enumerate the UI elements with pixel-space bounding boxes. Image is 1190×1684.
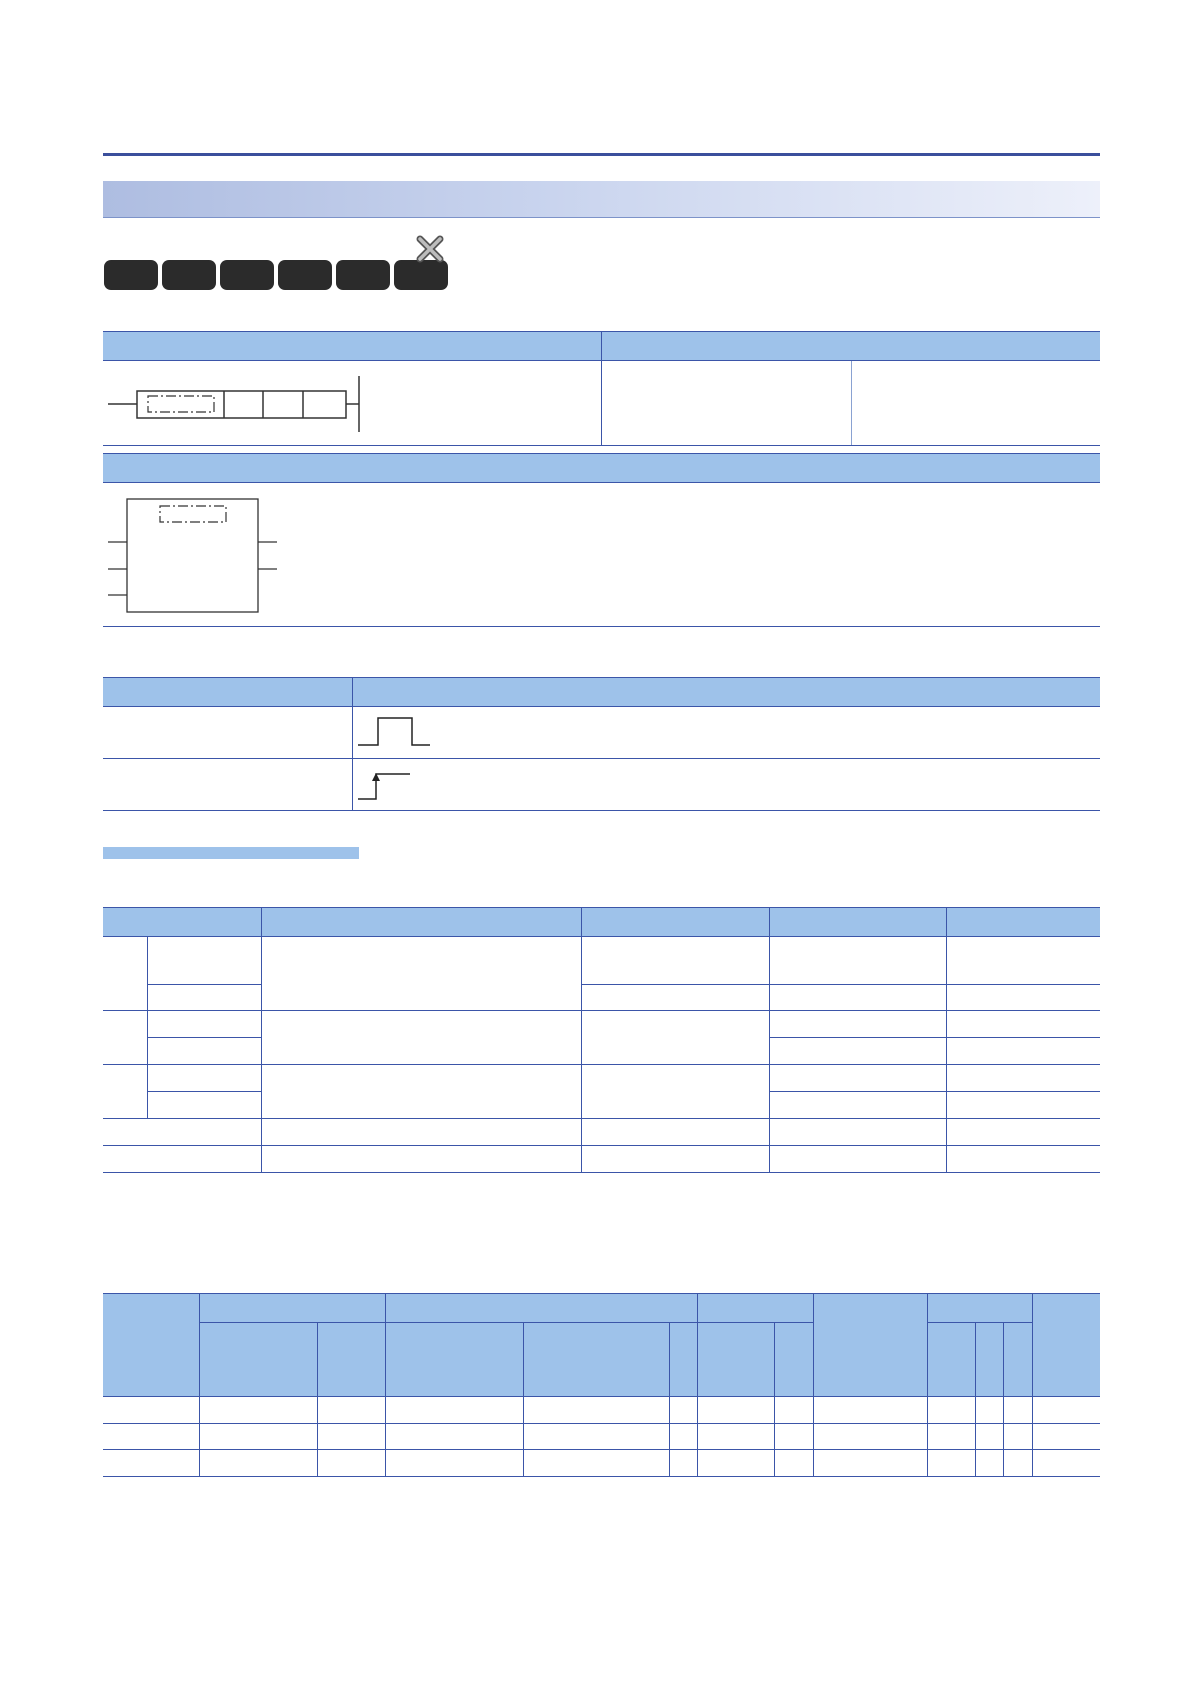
devices-bottom-rule <box>103 1476 1100 1477</box>
operand-row-rule <box>103 1145 1100 1146</box>
close-icon <box>414 233 446 265</box>
devices-subcol-divider <box>975 1322 976 1476</box>
devices-header-subrule <box>927 1322 1032 1323</box>
devices-subcol-divider <box>1003 1322 1004 1476</box>
execution-condition-header <box>103 677 1100 707</box>
operand-table-header <box>103 907 1100 937</box>
execution-condition-row-rule <box>103 758 1100 759</box>
execution-condition-rising-edge-icon <box>356 770 418 802</box>
page-top-rule <box>103 153 1100 156</box>
devices-subcol-divider <box>523 1322 524 1476</box>
cpu-badge-2 <box>162 260 216 290</box>
function-block-icon <box>103 497 283 617</box>
ladder-st-divider <box>601 331 602 445</box>
devices-subcol-divider <box>774 1322 775 1476</box>
operand-col-divider-2 <box>581 907 582 1173</box>
execution-condition-bottom-rule <box>103 810 1100 811</box>
ladder-instruction-icon <box>103 376 373 436</box>
devices-header-subrule <box>199 1322 813 1323</box>
operand-row-rule <box>147 1037 261 1038</box>
devices-table-header <box>103 1293 1100 1397</box>
operand-row-rule <box>103 1118 1100 1119</box>
operand-row-rule <box>103 1010 1100 1011</box>
operand-row-rule <box>147 1091 261 1092</box>
operand-row-rule <box>769 1037 1100 1038</box>
devices-subcol-divider <box>669 1322 670 1476</box>
operand-row-rule <box>147 984 261 985</box>
cpu-badge-4 <box>278 260 332 290</box>
operand-bottom-rule <box>103 1172 1100 1173</box>
execution-condition-on-icon <box>356 714 432 748</box>
operand-row-rule <box>581 984 1100 985</box>
operand-row-rule <box>103 1064 1100 1065</box>
ladder-st-bottom-rule <box>103 445 1100 446</box>
st-column-divider <box>851 361 852 445</box>
devices-row-rule <box>103 1423 1100 1424</box>
section-title-band <box>103 181 1100 218</box>
devices-subcol-divider <box>317 1322 318 1476</box>
cpu-badge-1 <box>104 260 158 290</box>
cpu-badge-5 <box>336 260 390 290</box>
operand-col-divider-4 <box>946 907 947 1173</box>
fbd-bottom-rule <box>103 626 1100 627</box>
setting-data-subheading-bar <box>103 847 359 859</box>
operand-row-rule <box>769 1091 1100 1092</box>
devices-row-rule <box>103 1449 1100 1450</box>
operand-col-divider-3 <box>769 907 770 1173</box>
cpu-badge-3 <box>220 260 274 290</box>
operand-col-divider-1 <box>261 907 262 1173</box>
fbd-header <box>103 453 1100 483</box>
execution-condition-divider <box>352 677 353 811</box>
